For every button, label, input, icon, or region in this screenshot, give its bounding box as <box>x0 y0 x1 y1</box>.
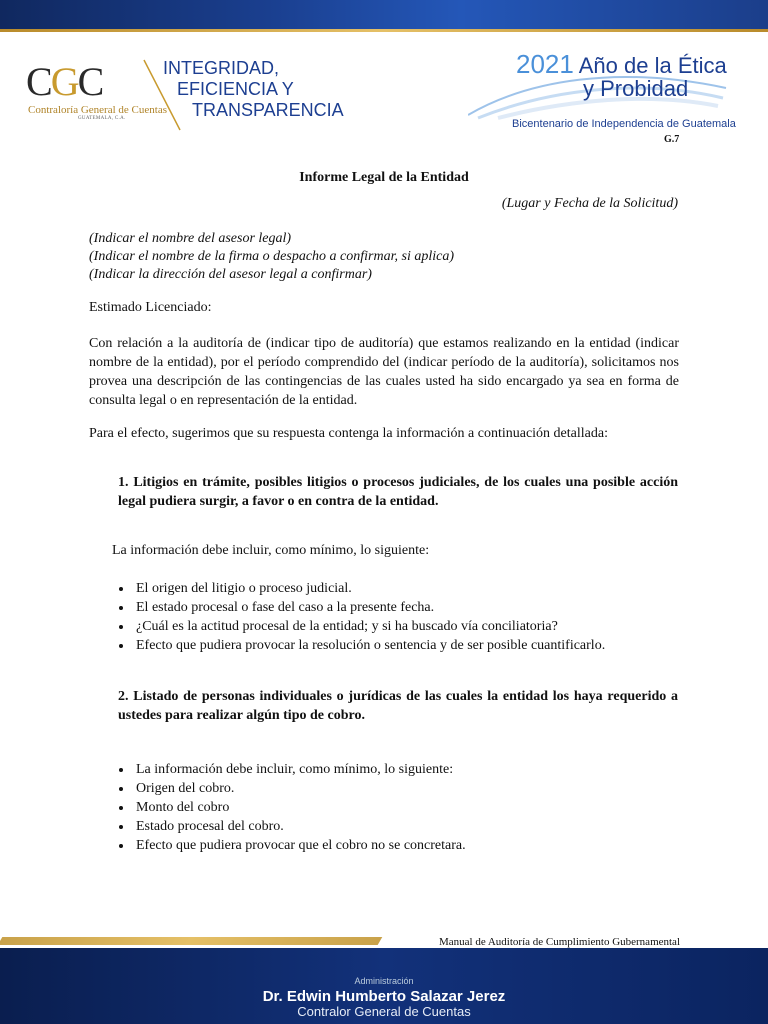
motto-line-2: EFICIENCIA Y <box>177 79 294 99</box>
list-item: • La información debe incluir, como mínimo, lo siguiente: <box>133 760 466 779</box>
list-item: • El estado procesal o fase del caso a la presente fecha. <box>133 598 605 617</box>
paragraph-2: Para el efecto, sugerimos que su respuesta contenga la información a continuación detallada: <box>89 426 608 441</box>
year-number: 2021 <box>516 49 574 79</box>
form-code: G.7 <box>664 134 680 145</box>
section-2-heading: 2. Listado de personas individuales o jurídicas de las cuales la entidad los haya requerido a ustedes para realizar algún tipo de cobro. <box>118 689 678 723</box>
header-band <box>0 0 768 32</box>
footer-official-role: Contralor General de Cuentas <box>297 1004 471 1019</box>
greeting: Estimado Licenciado: <box>89 300 212 315</box>
section-2-list <box>112 760 466 855</box>
indication-line: (Indicar el nombre de la firma o despacho a confirmar, si aplica) <box>89 249 454 264</box>
footer-manual-title: Manual de Auditoría de Cumplimiento Gubernamental <box>438 936 680 948</box>
motto-line-3: TRANSPARENCIA <box>192 100 344 120</box>
year-title-a: Año de la Ética <box>578 53 727 78</box>
list-item: • Estado procesal del cobro. <box>133 817 466 836</box>
list-item: • Monto del cobro <box>133 798 466 817</box>
cgc-logo <box>26 59 103 104</box>
year-title <box>516 49 727 79</box>
motto-line-1: INTEGRIDAD, <box>163 58 280 78</box>
document-title: Informe Legal de la Entidad <box>299 170 469 185</box>
logo-letter-g: G <box>50 59 78 104</box>
indications <box>89 230 454 284</box>
year-title-b: y Probidad <box>583 76 689 101</box>
logo-letter-c1: C <box>26 59 51 104</box>
logo-letter-c2: C <box>77 59 103 104</box>
section-1-list <box>112 579 605 655</box>
list-item: • Origen del cobro. <box>133 779 466 798</box>
indication-line: (Indicar la dirección del asesor legal a confirmar) <box>89 267 372 282</box>
paragraph-1: Con relación a la auditoría de (indicar tipo de auditoría) que estamos realizando en la entidad (indicar nombre de la entidad), por el período comprendido del (indicar período de la auditoría), solicitamos nos provea una descripción de las contingencias de las cuales usted ha sido encargado ya sea en forma de consulta legal o en representación de la entidad. <box>89 336 679 408</box>
footer-official-name: Dr. Edwin Humberto Salazar Jerez <box>262 988 506 1005</box>
footer-gold-stripe <box>0 937 382 945</box>
list-item: • Efecto que pudiera provocar la resolución o sentencia y de ser posible cuantificarlo. <box>133 636 605 655</box>
list-item: • ¿Cuál es la actitud procesal de la entidad; y si ha buscado vía conciliatoria? <box>133 617 605 636</box>
footer-admin-label: Administración <box>354 976 414 986</box>
org-name: Contraloría General de Cuentas <box>28 104 167 116</box>
list-item: • Efecto que pudiera provocar que el cobro no se concretara. <box>133 836 466 855</box>
org-location: GUATEMALA, C.A. <box>78 116 126 121</box>
section-1-intro: La información debe incluir, como mínimo, lo siguiente: <box>112 543 430 558</box>
place-date: (Lugar y Fecha de la Solicitud) <box>501 196 678 211</box>
indication-line: (Indicar el nombre del asesor legal) <box>89 231 292 246</box>
header-gold-stripe <box>0 29 768 32</box>
list-item: • El origen del litigio o proceso judicial. <box>133 579 605 598</box>
bicentenario-text: Bicentenario de Independencia de Guatemala <box>512 118 736 130</box>
motto <box>163 58 344 121</box>
section-1-heading: 1. Litigios en trámite, posibles litigios o procesos judiciales, de los cuales una posible acción legal pudiera surgir, a favor o en contra de la entidad. <box>118 475 678 509</box>
